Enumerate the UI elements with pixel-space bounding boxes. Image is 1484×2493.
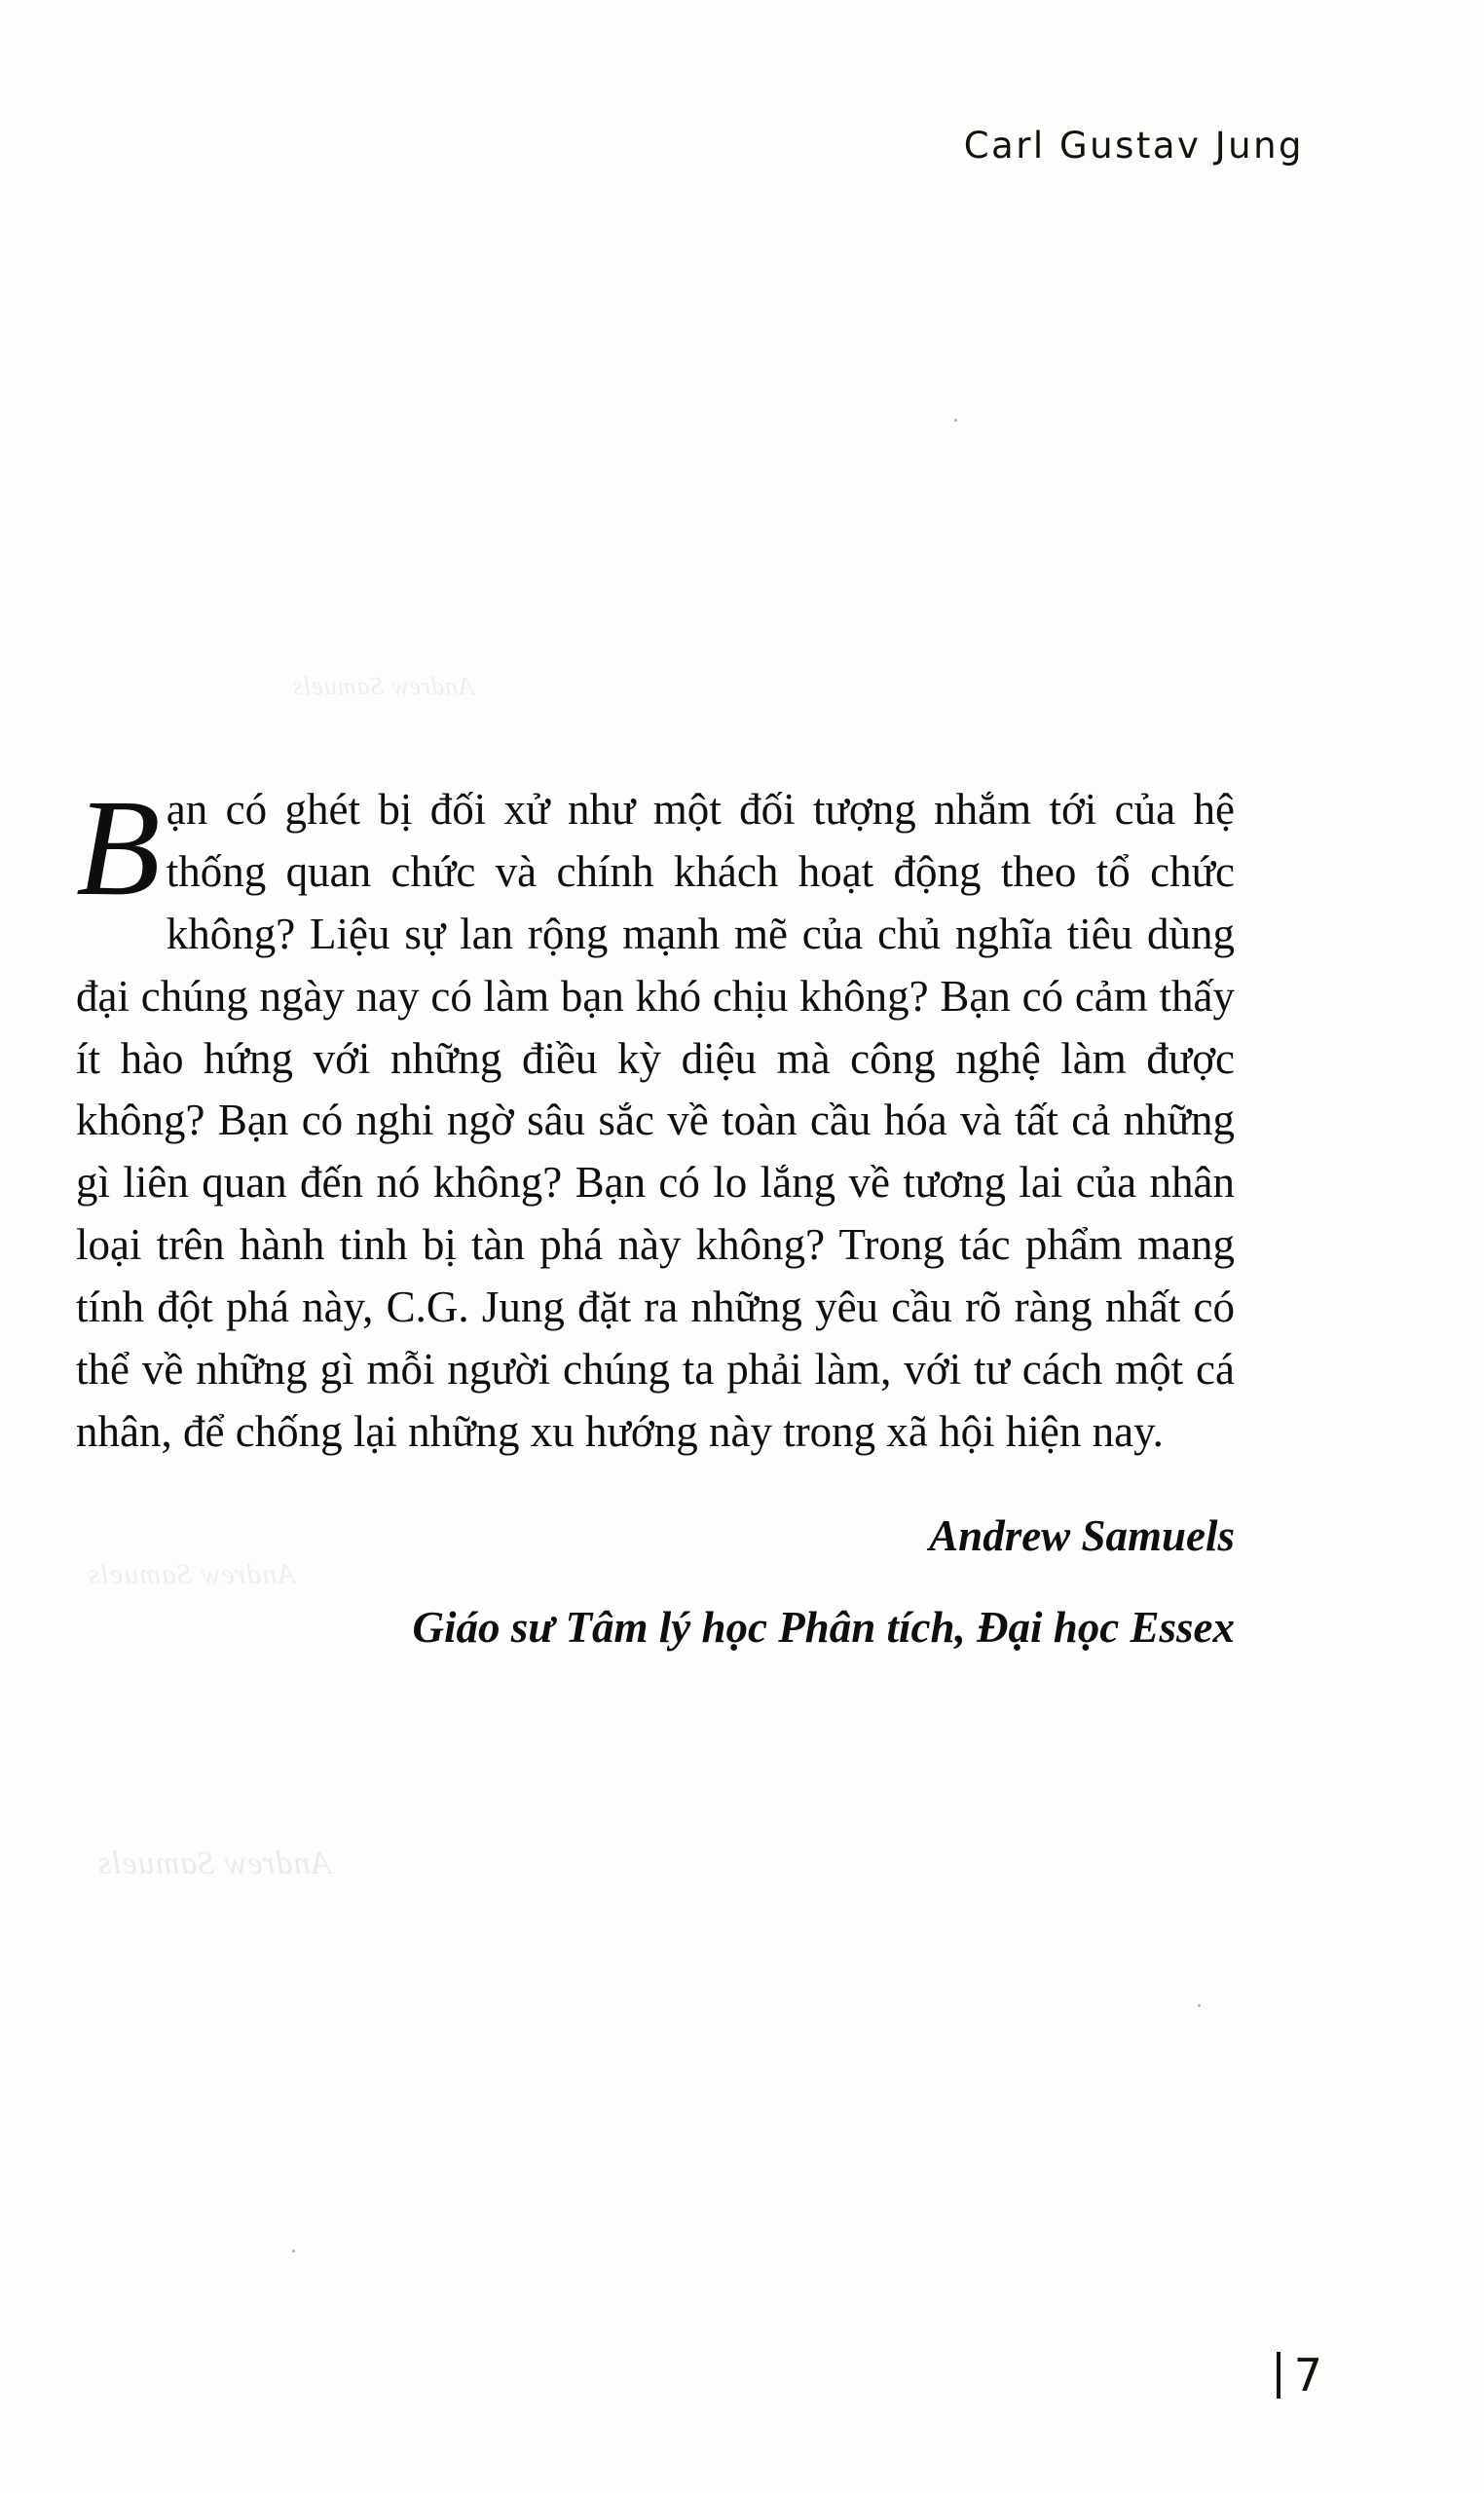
blurb-paragraph bbox=[76, 770, 1235, 1464]
folio-rule bbox=[1277, 2352, 1280, 2399]
paper-speck bbox=[1198, 2004, 1201, 2007]
bleed-through-mark: Andrew Samuels bbox=[88, 1558, 296, 1590]
blurb-paragraph-text: ạn có ghét bị đối xử như một đối tượng nhắm tới của hệ thống quan chức và chính khách hoạt động theo tổ chức không? Liệu sự lan rộng mạnh mẽ của chủ nghĩa tiêu dùng đại chúng ngày nay có làm bạn khó chịu không? Bạn có cảm thấy ít hào hứng với những điều kỳ diệu mà công nghệ làm được không? Bạn có nghi ngờ sâu sắc về toàn cầu hóa và tất cả những gì liên quan đến nó không? Bạn có lo lắng về tương lai của nhân loại trên hành tinh bị tàn phá này không? Trong tác phẩm mang tính đột phá này, C.G. Jung đặt ra những yêu cầu rõ ràng nhất có thể về những gì mỗi người chúng ta phải làm, với tư cách một cá nhân, để chống lại những xu hướng này trong xã hội hiện nay. bbox=[76, 785, 1235, 1456]
attribution-name: Andrew Samuels bbox=[929, 1510, 1235, 1560]
bleed-through-mark: Andrew Samuels bbox=[292, 672, 475, 700]
page-folio bbox=[1277, 2349, 1322, 2401]
paper-speck bbox=[954, 419, 957, 422]
paper-speck bbox=[292, 2250, 295, 2252]
body-text-block bbox=[76, 770, 1235, 1653]
running-head-author: Carl Gustav Jung bbox=[963, 125, 1304, 167]
bleed-through-mark: Andrew Samuels bbox=[97, 1845, 332, 1881]
drop-cap: B bbox=[76, 770, 161, 924]
attribution-role: Giáo sư Tâm lý học Phân tích, Đại học Essex bbox=[412, 1602, 1235, 1652]
page-number: 7 bbox=[1293, 2349, 1322, 2401]
